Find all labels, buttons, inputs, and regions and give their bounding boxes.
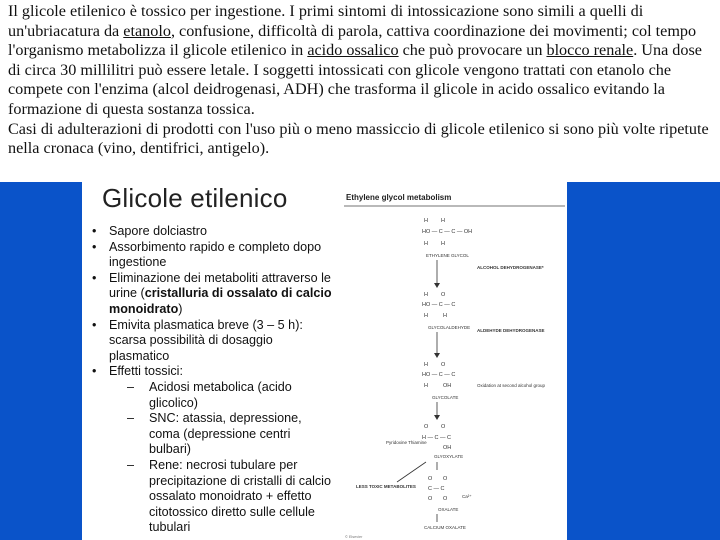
intro-paragraph-1 [8, 2, 716, 120]
sub-list-item: – Acidosi metabolica (acido glicolico) [127, 380, 334, 411]
enzyme-label-aldh: ALDEHYDE DEHYDROGENASE [477, 328, 545, 333]
svg-text:O: O [428, 476, 433, 482]
svg-text:H: H [424, 313, 428, 319]
svg-text:H: H [443, 313, 447, 319]
svg-text:O: O [428, 496, 433, 502]
list-item: • Assorbimento rapido e completo dopo ingestione [92, 240, 334, 271]
cofactor-note: Pyridoxine Thiamine [386, 440, 427, 445]
copyright-footer: © Elsevier [345, 535, 363, 539]
sub-list-item: – SNC: atassia, depressione, coma (depressione centri bulbari) [127, 411, 334, 458]
bullet-bold-text: cristalluria di ossalato di calcio [144, 286, 332, 301]
etanolo-link[interactable]: etanolo [123, 21, 171, 40]
bullet-bold-text: monoidrato [109, 301, 179, 316]
sub-list-item: – Rene: necrosi tubulare per precipitazione di cristalli di calcio ossalato monoidrato + effetto citotossico diretto sulle cellule tubulari [127, 458, 334, 536]
slide-title: Glicole etilenico [102, 183, 288, 213]
svg-text:H: H [424, 218, 428, 224]
list-item [92, 364, 334, 536]
bullet-text: Eliminazione dei metaboliti attraverso le urine ( [109, 270, 331, 301]
intro-text-segment: Il glicole etilenico è tossico per ingestione. I primi sintomi di intossicazione sono simili a quelli di un'ubriacatura da [8, 2, 644, 40]
svg-text:H: H [441, 218, 445, 224]
metabolism-diagram-svg [342, 188, 567, 540]
sub-bullet-list [109, 380, 334, 536]
glycolaldehyde-structure [422, 292, 455, 319]
svg-text:O: O [424, 424, 429, 430]
svg-text:H: H [424, 241, 428, 247]
intro-text-segment: , confusione, difficoltà di parola, cattiva coordinazione dei movimenti; col tempo l'organismo metabolizza il glicole etilenico in [8, 21, 697, 60]
svg-text:H: H [424, 383, 428, 389]
svg-text:H: H [424, 362, 428, 368]
oxidation-note: Oxidation at second alcohol group [477, 383, 546, 388]
list-item: • Sapore dolciastro [92, 224, 334, 240]
glyoxylate-label: GLYOXYLATE [434, 454, 464, 459]
list-item [92, 271, 334, 318]
svg-text:O: O [443, 496, 448, 502]
ethylene-glycol-structure [422, 218, 472, 247]
svg-text:O: O [443, 476, 448, 482]
oxalate-structure [428, 476, 448, 502]
glyoxylate-structure [422, 424, 451, 451]
intro-text [8, 2, 716, 159]
diagram-title: Ethylene glycol metabolism [346, 193, 452, 202]
glycolate-label: GLYCOLATE [432, 395, 459, 400]
arrow-line [397, 462, 426, 482]
svg-text:OH: OH [443, 445, 452, 451]
ethylene-glycol-label: ETHYLENE GLYCOL [426, 253, 469, 258]
svg-text:H — C — C: H — C — C [422, 435, 452, 441]
enzyme-label-adh: ALCOHOL DEHYDROGENASE* [477, 265, 544, 270]
svg-text:C — C: C — C [428, 486, 445, 492]
intro-text-segment: . Una dose di circa 30 millilitri può essere letale. I soggetti intossicati con glicole vengono trattati con etanolo che compete con l'enzima (alcol deidrogenasi, ADH) che trasforma il glicole in acido ossalico evitando la formazione di questa sostanza tossica. [8, 41, 702, 118]
svg-text:O: O [441, 362, 446, 368]
svg-text:H: H [424, 292, 428, 298]
oxalate-label: OXALATE [438, 507, 459, 512]
blocco-renale-link[interactable]: blocco renale [546, 41, 634, 60]
calcium-oxalate-label: CALCIUM OXALATE [424, 525, 466, 530]
glycolate-structure [422, 362, 455, 389]
svg-text:O: O [441, 292, 446, 298]
svg-text:OH: OH [443, 383, 452, 389]
less-toxic-note: LESS TOXIC METABOLITES [356, 484, 416, 489]
list-item: • Emivita plasmatica breve (3 – 5 h): scarsa possibilità di dosaggio plasmatico [92, 318, 334, 365]
calcium-note: Ca²⁺ [462, 494, 472, 499]
svg-text:HO — C — C: HO — C — C [422, 302, 456, 308]
acido-ossalico-link[interactable]: acido ossalico [307, 41, 399, 60]
bullet-text: Effetti tossici: [109, 364, 183, 379]
metabolism-diagram [342, 188, 567, 540]
intro-paragraph-2: Casi di adulterazioni di prodotti con l'uso più o meno massiccio di glicole etilenico si sono più volte ripetute nella cronaca (vino, dentifrici, antigelo). [8, 119, 709, 158]
bullet-text: ) [178, 301, 183, 316]
svg-text:O: O [441, 424, 446, 430]
svg-text:H: H [441, 241, 445, 247]
arrow-head [434, 415, 440, 420]
slide-bullet-list [92, 224, 334, 536]
arrow-head [434, 283, 440, 288]
svg-text:HO — C — C: HO — C — C [422, 372, 456, 378]
arrow-head [434, 353, 440, 358]
intro-text-segment: che può provocare un [398, 41, 547, 60]
svg-text:HO — C — C — OH: HO — C — C — OH [422, 229, 473, 235]
glycolaldehyde-label: GLYCOLALDEHYDE [428, 325, 471, 330]
